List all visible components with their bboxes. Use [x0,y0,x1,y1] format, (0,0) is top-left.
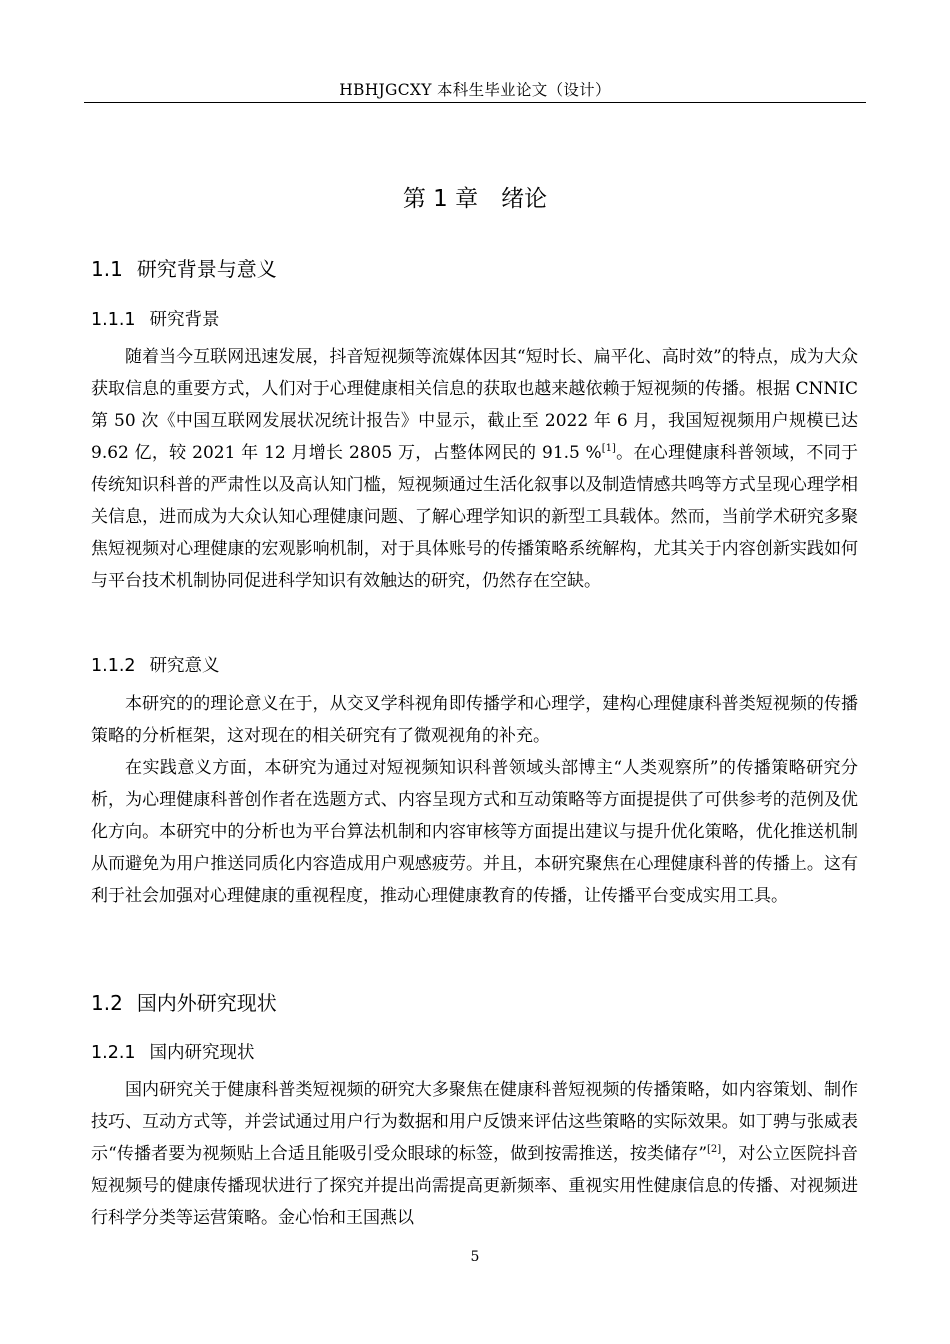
section-number: 1.2 [91,991,123,1015]
paragraph-practical-significance: 在实践意义方面，本研究为通过对短视频知识科普领域头部博主“人类观察所”的传播策略研究分析，为心理健康科普创作者在选题方式、内容呈现方式和互动策略等方面提提供了可供参考的范例及优化方向。本研究中的分析也为平台算法机制和内容审核等方面提出建议与提升优化策略，优化推送机制从而避免为用户推送同质化内容造成用户观感疲劳。并且，本研究聚焦在心理健康科普的传播上。这有利于社会加强对心理健康的重视程度，推动心理健康教育的传播，让传播平台变成实用工具。 [91,758,858,906]
section-title: 研究背景与意义 [136,257,277,281]
subsection-number: 1.1.2 [91,656,136,676]
subsection-number: 1.1.1 [91,310,136,330]
subsection-number: 1.2.1 [91,1043,136,1063]
citation-ref: [1] [601,443,616,454]
subsection-title: 研究背景 [149,310,220,330]
subsection-title: 国内研究现状 [149,1043,255,1063]
subsection-heading-1-2-1 [91,1039,255,1064]
paragraph-research-background [91,341,858,597]
paragraph-text: 国内研究关于健康科普类短视频的研究大多聚焦在健康科普短视频的传播策略，如内容策划、制作技巧、互动方式等，并尝试通过用户行为数据和用户反馈来评估这些策略的实际效果。如丁骋与张威表示“传播者要为视频贴上合适且能吸引受众眼球的标签，做到按需推送，按类储存” [91,1080,858,1164]
paragraph-theoretical-significance: 本研究的的理论意义在于，从交叉学科视角即传播学和心理学，建构心理健康科普类短视频的传播策略的分析框架，这对现在的相关研究有了微观视角的补充。 [91,694,858,746]
subsection-title: 研究意义 [149,656,220,676]
page-header: HBHJGCXY 本科生毕业论文（设计） [339,81,611,99]
page-number: 5 [470,1249,480,1265]
paragraph-text: ，对公立医院抖音短视频号的健康传播现状进行了探究并提出尚需提高更新频率、重视实用性健康信息的传播、对视频进行科学分类等运营策略。金心怡和王国燕以 [91,1144,858,1228]
section-number: 1.1 [91,257,123,281]
paragraph-text: 。在心理健康科普领域，不同于传统知识科普的严肃性以及高认知门槛，短视频通过生活化叙事以及制造情感共鸣等方式呈现心理学相关信息，进而成为大众认知心理健康问题、了解心理学知识的新型工具载体。然而，当前学术研究多聚焦短视频对心理健康的宏观影响机制，对于具体账号的传播策略系统解构，尤其关于内容创新实践如何与平台技术机制协同促进科学知识有效触达的研究，仍然存在空缺。 [91,443,859,591]
section-title: 国内外研究现状 [136,991,277,1015]
section-heading-1-2 [91,987,277,1016]
paragraph-domestic-research [91,1074,858,1234]
subsection-heading-1-1-1 [91,306,220,331]
header-rule [84,102,866,103]
citation-ref: [2] [707,1144,722,1155]
paragraph-text: 随着当今互联网迅速发展，抖音短视频等流媒体因其“短时长、扁平化、高时效”的特点，成为大众获取信息的重要方式，人们对于心理健康相关信息的获取也越来越依赖于短视频的传播。根据 CNNIC 第 50 次《中国互联网发展状况统计报告》中显示，截止至 2022 年 6 月，我国短视频用户规模已达 9.62 亿，较 2021 年 12 月增长 2805 万，占整体网民的 91.5 % [91,347,858,463]
chapter-title: 第 1 章 绪论 [402,186,548,212]
section-heading-1-1 [91,253,277,282]
subsection-heading-1-1-2 [91,652,220,677]
